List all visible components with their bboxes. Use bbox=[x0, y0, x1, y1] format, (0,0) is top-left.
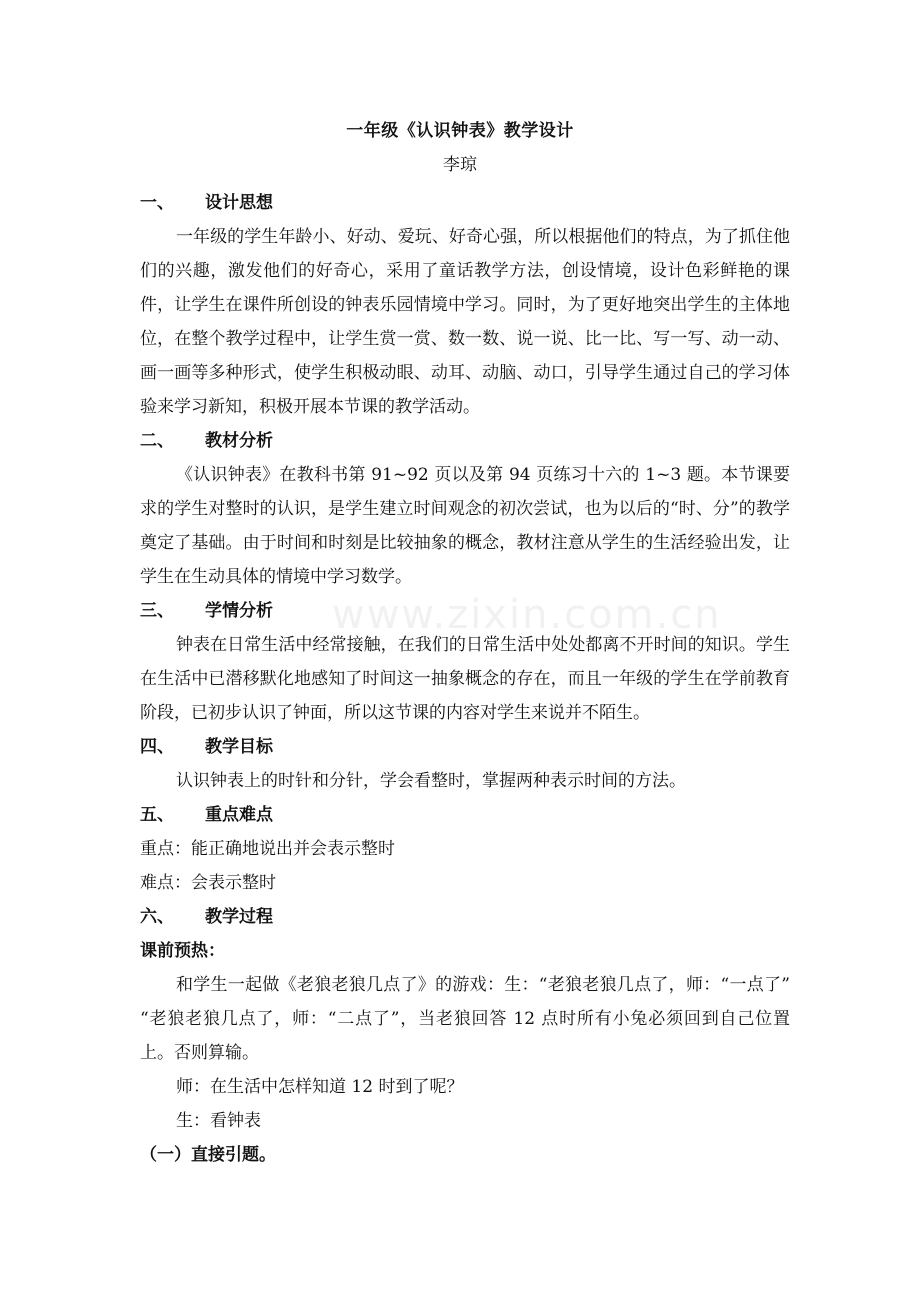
warmup-paragraph: 和学生一起做《老狼老狼几点了》的游戏：生：“老狼老狼几点了，师：“一点了” “老狼老狼几点了，师：“二点了”，当老狼回答 12 点时所有小兔必须回到自己位置上。否则算输。 bbox=[140, 975, 790, 1063]
section-number: 六、 bbox=[140, 907, 174, 927]
paragraph: 认识钟表上的时针和分针，学会看整时，掌握两种表示时间的方法。 bbox=[176, 771, 686, 791]
paragraph: 钟表在日常生活中经常接触，在我们的日常生活中处处都离不开时间的知识。学生在生活中已潜移默化地感知了时间这一抽象概念的存在，而且一年级的学生在学前教育阶段，已初步认识了钟面，所以这节课的内容对学生来说并不陌生。 bbox=[140, 635, 790, 723]
section-title: 设计思想 bbox=[205, 193, 273, 213]
section-title: 学情分析 bbox=[205, 601, 273, 621]
section-number: 五、 bbox=[140, 805, 174, 825]
section-heading bbox=[140, 424, 790, 458]
paragraph: 《认识钟表》在教科书第 91~92 页以及第 94 页练习十六的 1~3 题。本节课要求的学生对整时的认识，是学生建立时间观念的初次尝试，也为以后的“时、分”的教学奠定了基础。由于时间和时刻是比较抽象的概念，教材注意从学生的生活经验出发，让学生在生动具体的情境中学习数学。 bbox=[140, 465, 790, 587]
section-heading bbox=[140, 186, 790, 220]
document-author: 李琼 bbox=[443, 155, 477, 175]
paragraph: 一年级的学生年龄小、好动、爱玩、好奇心强，所以根据他们的特点，为了抓住他们的兴趣，激发他们的好奇心，采用了童话教学方法，创设情境，设计色彩鲜艳的课件，让学生在课件所创设的钟表乐园情境中学习。同时，为了更好地突出学生的主体地位，在整个教学过程中，让学生赏一赏、数一数、说一说、比一比、写一写、动一动、画一画等多种形式，使学生积极动眼、动耳、动脑、动口，引导学生通过自己的学习体验来学习新知，积极开展本节课的教学活动。 bbox=[140, 227, 790, 417]
section-number: 二、 bbox=[140, 431, 174, 451]
section-title: 教材分析 bbox=[205, 431, 273, 451]
document-body bbox=[140, 186, 790, 1172]
warmup-heading: 课前预热： bbox=[140, 941, 225, 961]
section-title: 教学过程 bbox=[205, 907, 273, 927]
teacher-line: 师：在生活中怎样知道 12 时到了呢？ bbox=[176, 1077, 464, 1097]
watermark: www.zixin.com.cn bbox=[332, 592, 722, 638]
section-heading bbox=[140, 730, 790, 764]
student-line: 生：看钟表 bbox=[176, 1111, 261, 1131]
part-one-heading: （一）直接引题。 bbox=[140, 1145, 276, 1165]
section-number: 一、 bbox=[140, 193, 174, 213]
document-title: 一年级《认识钟表》教学设计 bbox=[346, 121, 574, 141]
section-number: 四、 bbox=[140, 737, 174, 757]
key-point-line: 重点：能正确地说出并会表示整时 bbox=[140, 839, 395, 859]
section-number: 三、 bbox=[140, 601, 174, 621]
section-heading bbox=[140, 900, 790, 934]
section-heading bbox=[140, 594, 790, 628]
section-heading bbox=[140, 798, 790, 832]
section-title: 重点难点 bbox=[205, 805, 273, 825]
difficult-point-line: 难点：会表示整时 bbox=[140, 873, 276, 893]
section-title: 教学目标 bbox=[205, 737, 273, 757]
